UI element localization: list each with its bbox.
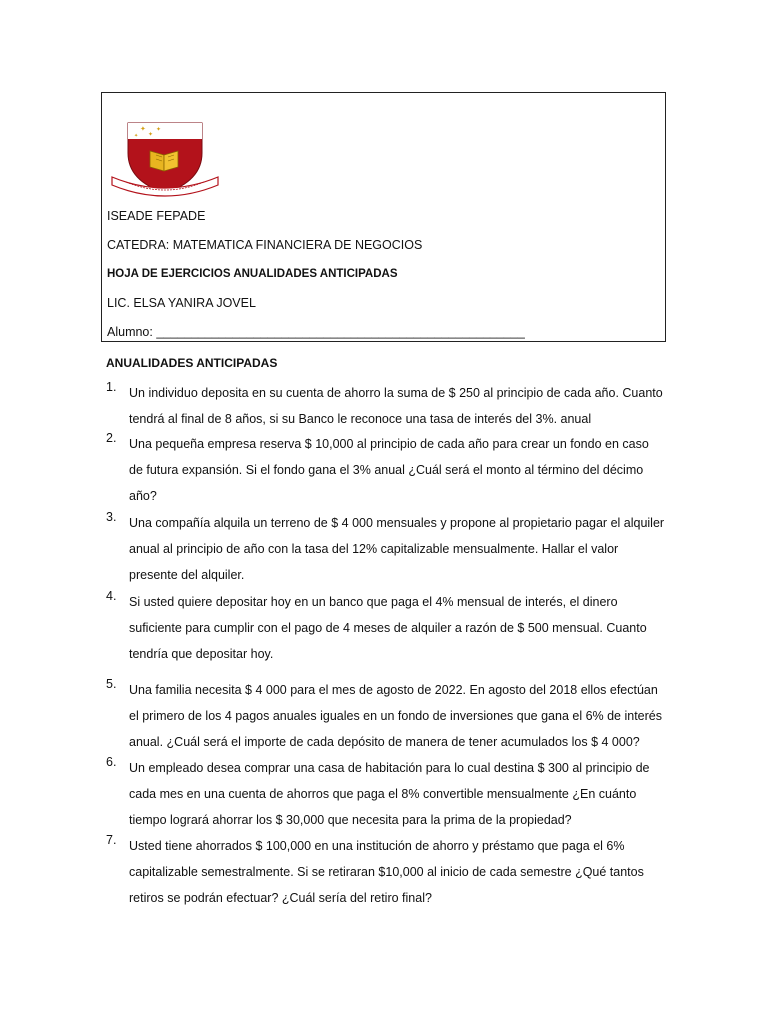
svg-text:✦: ✦ xyxy=(148,132,154,138)
exercise-text: Un empleado desea comprar una casa de habitación para lo cual destina $ 300 al principio de cada mes en una cuenta de ahorros que paga el 8% convertible mensualmente ¿En cuánto tiempo logrará ahorrar los $ 30,000 que necesita para la prima de la propiedad? xyxy=(129,761,650,827)
exercise-number: 7. xyxy=(106,833,117,847)
exercise-number: 4. xyxy=(106,589,117,603)
exercise-number: 3. xyxy=(106,510,117,524)
exercise-text: Usted tiene ahorrados $ 100,000 en una institución de ahorro y préstamo que paga el 6% capitalizable semestralmente. Si se retiraran $10,000 al inicio de cada semestre ¿Qué tantos retiros se podrán efectuar? ¿Cuál sería del retiro final? xyxy=(129,839,644,905)
svg-text:✦: ✦ xyxy=(134,133,139,139)
exercise-number: 2. xyxy=(106,431,117,445)
exercise-number: 5. xyxy=(106,677,117,691)
sheet-title: HOJA DE EJERCICIOS ANUALIDADES ANTICIPADAS xyxy=(107,268,398,280)
institution-name: ISEADE FEPADE xyxy=(107,209,206,223)
school-crest-logo xyxy=(106,119,224,201)
course-name: CATEDRA: MATEMATICA FINANCIERA DE NEGOCIOS xyxy=(107,238,423,252)
exercise-text: Una familia necesita $ 4 000 para el mes de agosto de 2022. En agosto del 2018 ellos efectúan el primero de los 4 pagos anuales iguales en un fondo de inversiones que gana el 6% de interés anual. ¿Cuál será el importe de cada depósito de manera de tener acumulados los $ 4 000? xyxy=(129,683,663,749)
exercise-text: Una compañía alquila un terreno de $ 4 000 mensuales y propone al propietario pagar el alquiler anual al principio de año con la tasa del 12% capitalizable mensualmente. Hallar el valor presente del alquiler. xyxy=(129,516,665,582)
section-title: ANUALIDADES ANTICIPADAS xyxy=(106,356,278,370)
exercise-number: 1. xyxy=(106,380,117,394)
svg-text:✦: ✦ xyxy=(156,127,162,133)
exercise-text: Una pequeña empresa reserva $ 10,000 al principio de cada año para crear un fondo en caso de futura expansión. Si el fondo gana el 3% anual ¿Cuál será el monto al término del décimo año? xyxy=(129,437,649,503)
header-box xyxy=(101,92,666,342)
exercise-number: 6. xyxy=(106,755,117,769)
student-name-field: Alumno: _____________________________________________________ xyxy=(107,325,525,339)
exercise-text: Un individuo deposita en su cuenta de ahorro la suma de $ 250 al principio de cada año. Cuanto tendrá al final de 8 años, si su Banco le reconoce una tasa de interés del 3%. anual xyxy=(129,386,663,426)
svg-text:✦: ✦ xyxy=(140,126,146,133)
exercise-text: Si usted quiere depositar hoy en un banco que paga el 4% mensual de interés, el dinero suficiente para cumplir con el pago de 4 meses de alquiler a razón de $ 500 mensual. Cuanto tendría que depositar hoy. xyxy=(129,595,647,661)
instructor-name: LIC. ELSA YANIRA JOVEL xyxy=(107,296,256,310)
